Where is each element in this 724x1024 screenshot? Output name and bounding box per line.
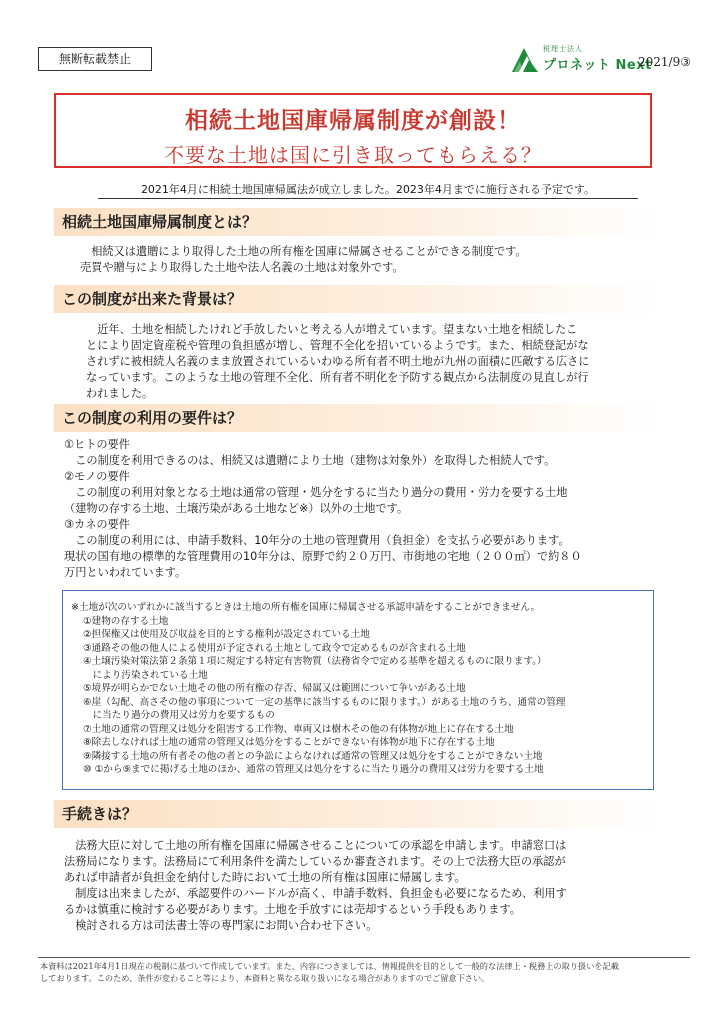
text-line: この制度の利用対象となる土地は通常の管理・処分をするに当たり過分の費用・労力を要する土地 <box>64 486 568 499</box>
text-line: されずに被相続人名義のまま放置されているいわゆる所有者不明土地が九州の面積に匹敵する広さに <box>86 355 590 368</box>
section-body-background <box>86 322 589 402</box>
section-body-procedure <box>64 838 567 934</box>
intro-line: 2021年4月に相続土地国庫帰属法が成立しました。2023年4月までに施行される予定です。 <box>98 181 638 199</box>
list-item: ⑨隣接する土地の所有者その他の者との争訟によらなければ通常の管理又は処分をすることができない土地 <box>83 750 543 762</box>
footer-line: しております。このため、条件が変わること等により、本資料と異なる取り扱いになる場合がありますのでご留意下さい。 <box>40 973 490 983</box>
no-reprint-stamp: 無断転載禁止 <box>38 47 152 71</box>
company-logo <box>510 42 710 78</box>
list-item: ⑤境界が明らかでない土地その他の所有権の存否、帰属又は範囲について争いがある土地 <box>83 683 466 694</box>
text-line: あれば申請者が負担金を納付した時において土地の所有権は国庫に帰属します。 <box>64 871 466 884</box>
text-line: 現状の国有地の標準的な管理費用の10年分は、原野で約２０万円、市街地の宅地（２００㎡）で約８０ <box>64 550 582 563</box>
text-line: ①ヒトの要件 <box>64 438 130 451</box>
text-line: るかは慎重に検討する必要があります。土地を手放すには売却するという手段もあります。 <box>64 903 521 916</box>
list-item: ⑩ ①から⑨までに掲げる土地のほか、通常の管理又は処分をするに当たり過分の費用又は労力を要する土地 <box>83 764 544 775</box>
text-line: 制度は出来ましたが、承認要件のハードルが高く、申請手数料、負担金も必要になるため、利用す <box>64 887 567 900</box>
issue-number: 2021/9③ <box>638 55 691 69</box>
list-item: ①建物の存する土地 <box>83 615 169 627</box>
section-heading-what-is: 相続土地国庫帰属制度とは？ <box>54 208 654 236</box>
exclusion-list <box>83 615 653 777</box>
exclusion-note-box <box>62 590 654 790</box>
list-item: ⑦土地の通常の管理又は処分を阻害する工作物、車両又は樹木その他の有体物が地上に存在する土地 <box>83 723 514 735</box>
text-line: 法務局になります。法務局にて利用条件を満たしているか審査されます。その上で法務大臣の承認が <box>64 855 566 868</box>
section-heading-background: この制度が出来た背景は？ <box>54 285 654 313</box>
list-item: ②担保権又は使用及び収益を目的とする権利が設定されている土地 <box>83 629 370 640</box>
text-line: この制度を利用できるのは、相続又は遺贈により土地（建物は対象外）を取得した相続人です。 <box>64 454 556 467</box>
text-line: ②モノの要件 <box>64 470 130 483</box>
text-line: 法務大臣に対して土地の所有権を国庫に帰属させることについての承認を申請します。申請窓口は <box>64 839 567 852</box>
section-heading-procedure: 手続きは？ <box>54 800 654 828</box>
footer-disclaimer <box>40 960 690 984</box>
mountain-logo-icon <box>510 44 540 74</box>
logo-brand-name: プロネット Next <box>543 58 652 73</box>
text-line: ③カネの要件 <box>64 518 130 531</box>
text-line: この制度の利用には、申請手数料、10年分の土地の管理費用（負担金）を支払う必要があります。 <box>64 534 570 547</box>
section-body-what-is <box>80 244 527 276</box>
footer-divider <box>38 957 690 958</box>
text-line: 万円といわれています。 <box>64 566 187 579</box>
text-line: われました。 <box>86 387 154 400</box>
footer-line: 本資料は2021年4月1日現在の税制に基づいて作成しています。また、内容につきましては、情報提供を目的として一般的な法律上・税務上の取り扱いを記載 <box>40 961 619 971</box>
title-box <box>54 93 652 168</box>
list-item: により汚染されている土地 <box>83 669 208 681</box>
text-line: なっています。このような土地の管理不全化、所有者不明化を予防する観点から法制度の見直しが行 <box>86 371 589 384</box>
logo-org-label: 税理士法人 <box>543 45 583 53</box>
list-item: ③通路その他の他人による使用が予定される土地として政令で定めるものが含まれる土地 <box>83 642 466 654</box>
list-item: ⑥崖（勾配、高さその他の事項について一定の基準に該当するものに限ります。）がある土地のうち、通常の管理 <box>83 696 566 708</box>
text-line: 近年、土地を相続したけれど手放したいと考える人が増えています。望まない土地を相続したこ <box>86 323 578 336</box>
text-line: （建物の存する土地、土壌汚染がある土地など※）以外の土地です。 <box>64 502 409 515</box>
text-line: 売買や贈与により取得した土地や法人名義の土地は対象外です。 <box>80 261 404 274</box>
page-subtitle: 不要な土地は国に引き取ってもらえる？ <box>164 143 542 167</box>
note-lead: ※土地が次のいずれかに該当するときは土地の所有権を国庫に帰属させる承認申請をすることができません。 <box>71 602 541 613</box>
text-line: 検討される方は司法書士等の専門家にお問い合わせ下さい。 <box>64 919 378 932</box>
list-item: ⑧除去しなければ土地の通常の管理又は処分をすることができない有体物が地下に存在する土地 <box>83 737 495 748</box>
text-line: とにより固定資産税や管理の負担感が増し、管理不全化を招いているようです。また、相続登記がな <box>86 339 589 352</box>
list-item: に当たり過分の費用又は労力を要するもの <box>83 710 275 721</box>
list-item: ④土壌汚染対策法第２条第１項に規定する特定有害物質（法務省令で定める基準を超えるものに限ります。） <box>83 656 547 667</box>
text-line: 相続又は遺贈により取得した土地の所有権を国庫に帰属させることができる制度です。 <box>80 245 527 258</box>
page-title: 相続土地国庫帰属制度が創設！ <box>185 108 521 134</box>
section-heading-requirements: この制度の利用の要件は？ <box>54 404 654 432</box>
section-body-requirements <box>64 437 582 581</box>
